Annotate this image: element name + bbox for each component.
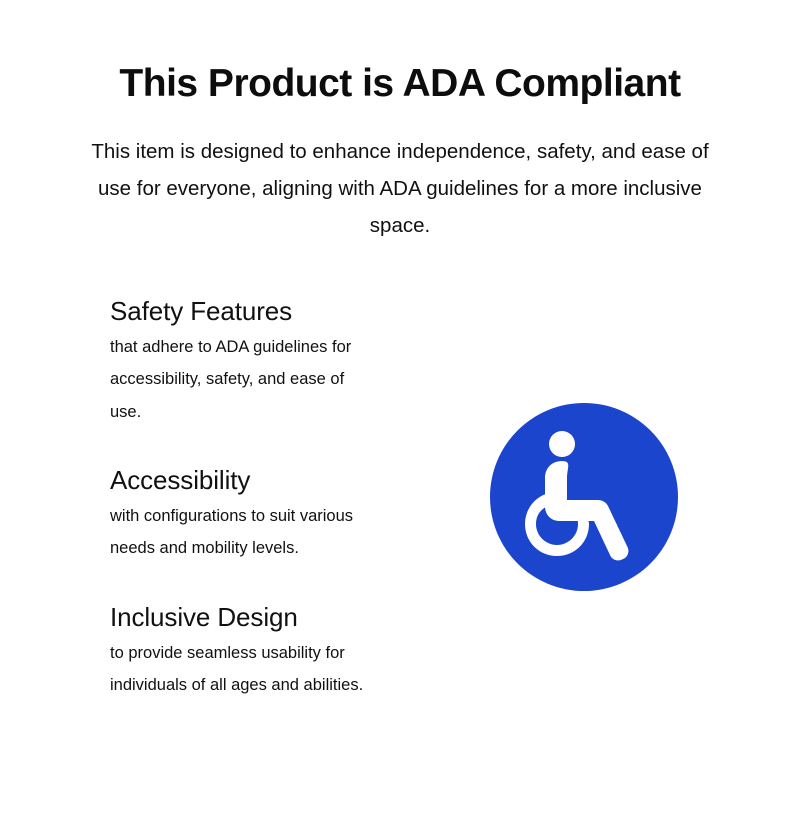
feature-title: Inclusive Design [110,601,298,632]
badge-circle-background [490,403,678,591]
feature-description: that adhere to ADA guidelines for accessibility, safety, and ease of use. [110,338,352,421]
list-item [110,464,410,565]
feature-description: to provide seamless usability for individuals of all ages and abilities. [110,644,364,695]
badge-container [490,403,678,591]
list-item [110,601,410,702]
wheelchair-accessibility-icon [490,403,678,591]
content-area [0,285,800,805]
page-subtitle: This item is designed to enhance independence, safety, and ease of use for everyone, aligning with ADA guidelines for a more inclusive space. [91,139,709,238]
feature-list [110,295,410,702]
page-title: This Product is ADA Compliant [119,62,681,105]
feature-description: with configurations to suit various needs and mobility levels. [110,507,354,558]
list-item [110,295,410,428]
feature-title: Accessibility [110,464,251,495]
feature-title: Safety Features [110,295,293,326]
